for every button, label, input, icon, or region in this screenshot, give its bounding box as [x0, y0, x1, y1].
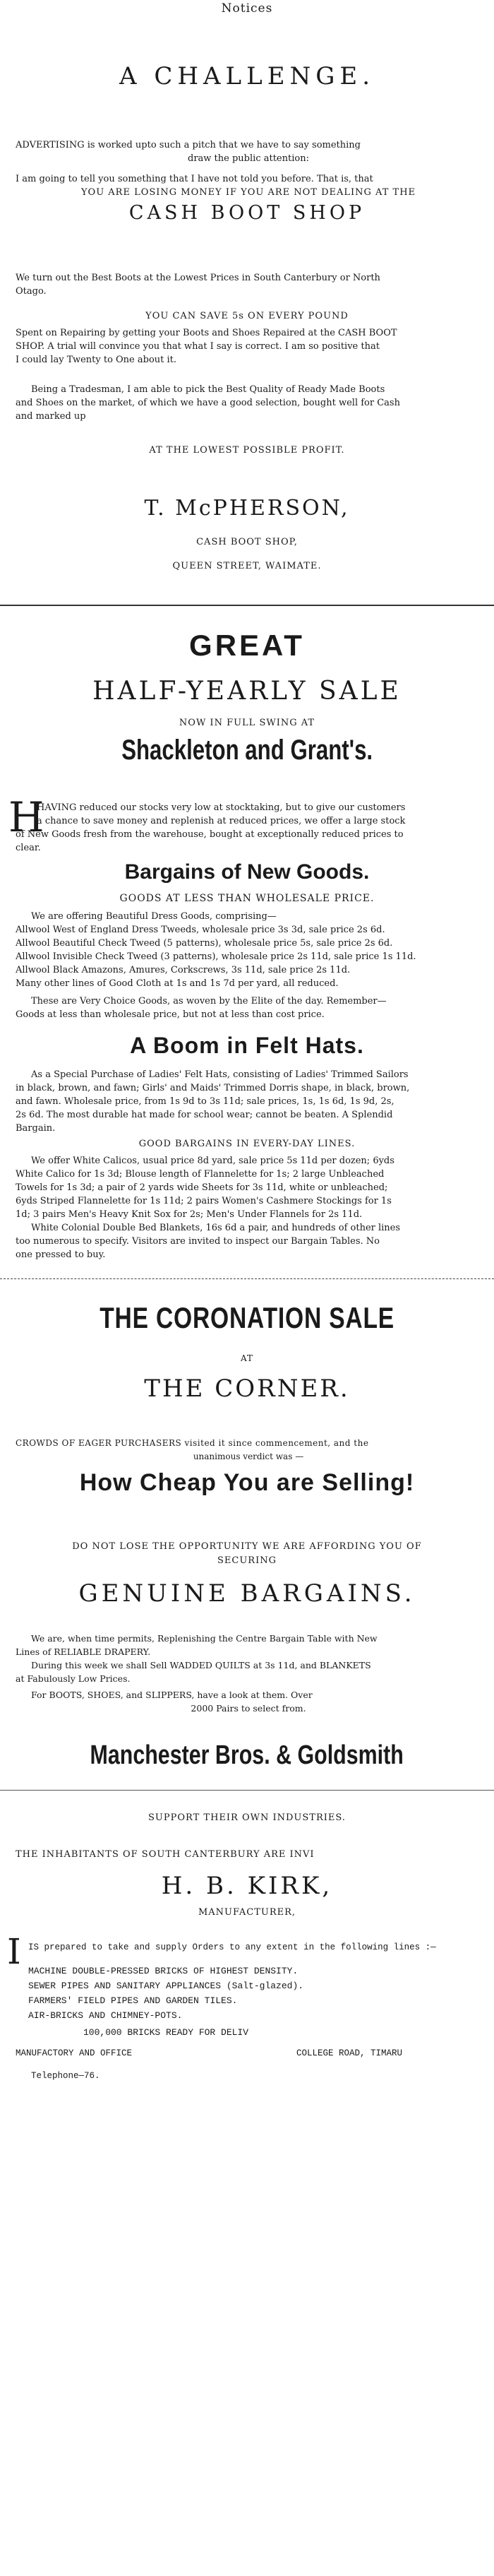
shackleton-firm-name: Shackleton and Grant's. — [121, 735, 373, 766]
bargains-line: 6yds Striped Flannelette for 1s 11d; 2 pairs Women's Cashmere Stockings for 1s — [16, 1196, 392, 1206]
column-rule — [0, 1790, 494, 1791]
bargains-line: We offer White Calicos, usual price 8d yard, sale price 5s 11d per dozen; 6yds — [31, 1156, 394, 1166]
mcpherson-prices — [16, 271, 481, 298]
kirk-products — [28, 1964, 303, 2023]
dress-line: Goods at less than wholesale price, but not at less than cost price. — [16, 1009, 325, 1020]
prices-line: Otago. — [16, 286, 47, 297]
everyday-bargains-heading: GOOD BARGAINS IN EVERY-DAY LINES. — [138, 1139, 356, 1149]
prepared-line: IS prepared to take and supply Orders to any extent in the following lines :— — [28, 1942, 436, 1952]
genuine-bargains-title: GENUINE BARGAINS. — [78, 1579, 416, 1608]
inhabitants-line: THE INHABITANTS OF SOUTH CANTERBURY ARE INVI — [16, 1849, 315, 1860]
crowds-line: unanimous verdict was — — [193, 1452, 304, 1461]
kirk-role: MANUFACTURER, — [198, 1907, 296, 1918]
at-word: AT — [240, 1353, 253, 1363]
dress-line: These are Very Choice Goods, as woven by the Elite of the day. Remember— — [31, 996, 387, 1007]
telephone-line: Telephone—76. — [31, 2071, 100, 2081]
felt-hats-heading: A Boom in Felt Hats. — [130, 1033, 364, 1058]
bargains-line: 1d; 3 pairs Men's Heavy Knit Sox for 2s; Men's Under Flannels for 2s 11d. — [16, 1209, 363, 1220]
column-rule — [0, 1278, 494, 1279]
intro-line: of New Goods fresh from the warehouse, bought at exceptionally reduced prices to — [16, 829, 404, 840]
body-line: During this week we shall Sell WADDED QUILTS at 3s 11d, and BLANKETS — [31, 1660, 371, 1670]
intro-line: draw the public attention: — [188, 153, 309, 164]
intro-line: I am going to tell you something that I have not told you before. That is, that — [16, 174, 373, 184]
prices-line: We turn out the Best Boots at the Lowest Prices in South Canterbury or North — [16, 273, 380, 283]
shop-address: QUEEN STREET, WAIMATE. — [172, 561, 322, 571]
manchester-firm-name: Manchester Bros. & Goldsmith — [90, 1740, 404, 1770]
securing-line: SECURING — [217, 1555, 277, 1566]
dress-line: Allwool Invisible Check Tweed (3 patterns), wholesale price 2s 11d, sale price 1s 11d. — [16, 951, 416, 962]
tradesman-line: and Shoes on the market, of which we have a good selection, bought well for Cash — [16, 398, 400, 408]
crowds-line: CROWDS OF EAGER PURCHASERS visited it since commencement, and the — [16, 1438, 369, 1448]
dress-line: Many other lines of Good Cloth at 1s and 1s 7d per yard, all reduced. — [16, 978, 339, 989]
body-line: 2000 Pairs to select from. — [191, 1703, 306, 1714]
now-in-full-swing: NOW IN FULL SWING AT — [179, 718, 315, 728]
lowest-profit-line: AT THE LOWEST POSSIBLE PROFIT. — [149, 445, 345, 456]
bargains-line: White Calico for 1s 3d; Blouse length of Flannelette for 1s; 2 large Unbleached — [16, 1169, 385, 1180]
challenge-headline: A CHALLENGE. — [119, 62, 375, 90]
dress-goods-list — [16, 910, 481, 1021]
coronation-sale-wrap — [0, 1301, 494, 1335]
how-cheap-slogan: How Cheap You are Selling! — [79, 1469, 415, 1496]
repair-line: Spent on Repairing by getting your Boots and Shoes Repaired at the CASH BOOT — [16, 328, 397, 338]
mcpherson-intro — [16, 138, 481, 199]
dress-line: Allwool Beautiful Check Tweed (5 patterns), wholesale price 5s, sale price 2s 6d. — [16, 938, 393, 949]
column-rule — [0, 605, 494, 606]
dress-line: We are offering Beautiful Dress Goods, comprising— — [31, 911, 277, 922]
drop-cap-i: I — [7, 1931, 21, 1972]
intro-line: ADVERTISING is worked upto such a pitch that we have to say something — [16, 140, 361, 150]
shackleton-firm-wrap — [0, 735, 494, 766]
body-line: at Fabulously Low Prices. — [16, 1673, 131, 1684]
bargains-new-goods-heading: Bargains of New Goods. — [124, 860, 370, 884]
shop-name: CASH BOOT SHOP, — [196, 537, 298, 547]
intro-line: YOU ARE LOSING MONEY IF YOU ARE NOT DEALING AT THE — [80, 187, 416, 198]
bargains-line: one pressed to buy. — [16, 1250, 106, 1260]
product-line: AIR-BRICKS AND CHIMNEY-POTS. — [28, 2010, 183, 2021]
hats-line: and fawn. Wholesale price, from 1s 9d to 3s 11d; sale prices, 1s, 1s 6d, 1s 9d, 2s, — [16, 1096, 394, 1107]
manchester-body — [16, 1632, 481, 1715]
bargains-line: White Colonial Double Bed Blankets, 16s 6d a pair, and hundreds of other lines — [31, 1223, 401, 1233]
hats-line: 2s 6d. The most durable hat made for school wear; cannot be beaten. A Splendid — [16, 1110, 393, 1120]
shackleton-intro — [16, 801, 483, 855]
half-yearly-sale-title: HALF-YEARLY SALE — [92, 677, 402, 706]
manufactory-label: MANUFACTORY AND OFFICE — [16, 2048, 133, 2058]
everyday-bargains-text — [16, 1154, 481, 1262]
mcpherson-tradesman — [16, 383, 481, 423]
dress-line: Allwool Black Amazons, Amures, Corkscrews, 3s 11d, sale price 2s 11d. — [16, 965, 351, 975]
intro-line: HAVING reduced our stocks very low at stocktaking, but to give our customers — [37, 802, 406, 813]
save-line: YOU CAN SAVE 5s ON EVERY POUND — [145, 311, 349, 321]
felt-hats-text — [16, 1068, 481, 1135]
coronation-sale-title: THE CORONATION SALE — [100, 1301, 394, 1334]
the-corner-title: THE CORNER. — [144, 1375, 350, 1403]
bricks-ready-line: 100,000 BRICKS READY FOR DELIV — [83, 2027, 249, 2038]
product-line: FARMERS' FIELD PIPES AND GARDEN TILES. — [28, 1995, 238, 2006]
dress-line: Allwool West of England Dress Tweeds, wholesale price 3s 3d, sale price 2s 6d. — [16, 925, 385, 935]
tradesman-line: and marked up — [16, 411, 86, 422]
body-line: We are, when time permits, Replenishing the Centre Bargain Table with New — [31, 1633, 378, 1644]
kirk-name: H. B. KIRK, — [161, 1872, 333, 1900]
repair-line: I could lay Twenty to One about it. — [16, 355, 177, 365]
drop-cap-h: H — [8, 793, 44, 841]
hats-line: in black, brown, and fawn; Girls' and Maids' Trimmed Dorris shape, in black, brown, — [16, 1083, 410, 1093]
body-line: Lines of RELIABLE DRAPERY. — [16, 1646, 151, 1657]
proprietor-name: T. McPHERSON, — [144, 496, 350, 521]
product-line: MACHINE DOUBLE-PRESSED BRICKS OF HIGHEST DENSITY. — [28, 1966, 299, 1976]
great-heading: GREAT — [189, 629, 305, 662]
product-line: SEWER PIPES AND SANITARY APPLIANCES (Salt-glazed). — [28, 1981, 304, 1991]
less-than-wholesale-line: GOODS AT LESS THAN WHOLESALE PRICE. — [119, 893, 375, 904]
manchester-firm-wrap — [0, 1740, 494, 1771]
opportunity-line: DO NOT LOSE THE OPPORTUNITY WE ARE AFFORDING YOU OF — [72, 1541, 422, 1552]
page-header: Notices — [221, 1, 273, 16]
intro-line: a chance to save money and replenish at reduced prices, we offer a large stock — [37, 816, 406, 826]
intro-line: clear. — [16, 843, 41, 853]
mcpherson-repair — [16, 326, 481, 367]
crowds-text — [16, 1437, 481, 1464]
body-line: For BOOTS, SHOES, and SLIPPERS, have a look at them. Over — [31, 1690, 313, 1700]
bargains-line: too numerous to specify. Visitors are invited to inspect our Bargain Tables. No — [16, 1236, 380, 1247]
bargains-line: Towels for 1s 3d; a pair of 2 yards wide Sheets for 3s 11d, white or unbleached; — [16, 1182, 388, 1193]
tradesman-line: Being a Tradesman, I am able to pick the Best Quality of Ready Made Boots — [31, 384, 385, 395]
hats-line: Bargain. — [16, 1123, 56, 1134]
college-road-address: COLLEGE ROAD, TIMARU — [296, 2048, 403, 2058]
hats-line: As a Special Purchase of Ladies' Felt Hats, consisting of Ladies' Trimmed Sailors — [31, 1069, 409, 1080]
repair-line: SHOP. A trial will convince you that what I say is correct. I am so positive that — [16, 341, 380, 352]
support-industries-line: SUPPORT THEIR OWN INDUSTRIES. — [148, 1812, 346, 1823]
cash-boot-shop-banner: CASH BOOT SHOP — [128, 202, 366, 224]
